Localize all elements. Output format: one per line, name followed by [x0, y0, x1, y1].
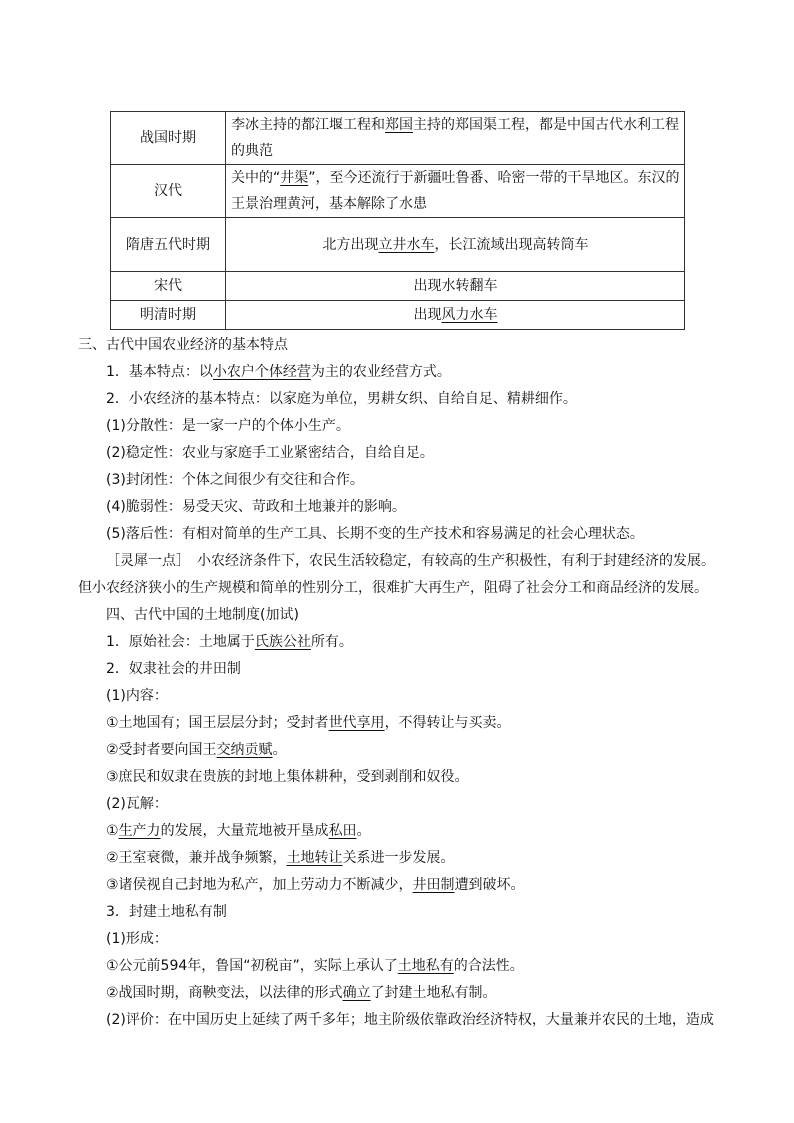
text-line: ③庶民和奴隶在贵族的封地上集体耕种，受到剥削和奴役。: [106, 769, 469, 785]
table-row: [111, 165, 685, 218]
period-cell: 明清时期: [111, 301, 226, 330]
desc-cell: 关中的“井渠”，至今还流行于新疆吐鲁番、哈密一带的干旱地区。东汉的王景治理黄河，基本解除了水患: [226, 165, 685, 218]
section-heading: 三、古代中国农业经济的基本特点: [78, 337, 288, 353]
table-row: [111, 218, 685, 272]
text-line: (2)稳定性：农业与家庭手工业紧密结合，自给自足。: [106, 445, 434, 461]
table-row: [111, 272, 685, 301]
text-line: ①公元前594年，鲁国“初税亩”，实际上承认了土地私有的合法性。: [106, 958, 524, 974]
text-line: (5)落后性：有相对简单的生产工具、长期不变的生产技术和容易满足的社会心理状态。: [106, 526, 644, 542]
text-line: ①土地国有；国王层层分封；受封者世代享用，不得转让与买卖。: [106, 715, 511, 731]
text-line: (2)评价：在中国历史上延续了两千多年；地主阶级依靠政治经济特权，大量兼并农民的土地，造成: [106, 1012, 714, 1028]
text-line: 3．封建土地私有制: [106, 904, 227, 920]
text-line: 1．基本特点：以小农户个体经营为主的农业经营方式。: [106, 364, 451, 380]
text-line: ③诸侯视自己封地为私产，加上劳动力不断减少，井田制遭到破坏。: [106, 877, 525, 893]
desc-cell: 北方出现立井水车，长江流域出现高转筒车: [226, 218, 685, 272]
desc-cell: 李冰主持的都江堰工程和郑国主持的郑国渠工程，都是中国古代水利工程的典范: [226, 112, 685, 165]
text-line: 2．小农经济的基本特点：以家庭为单位，男耕女织、自给自足、精耕细作。: [106, 391, 577, 407]
text-line: 1．原始社会：土地属于氏族公社所有。: [106, 634, 353, 650]
section-heading: 四、古代中国的土地制度(加试): [106, 607, 299, 623]
period-cell: 隋唐五代时期: [111, 218, 226, 272]
period-cell: 宋代: [111, 272, 226, 301]
text-line: (1)形成：: [106, 931, 168, 947]
text-line: (3)封闭性：个体之间很少有交往和合作。: [106, 472, 364, 488]
text-line: ②战国时期，商鞅变法，以法律的形式确立了封建土地私有制。: [106, 985, 497, 1001]
desc-cell: 出现水转翻车: [226, 272, 685, 301]
table-row: [111, 112, 685, 165]
text-line: ②王室衰微，兼并战争频繁，土地转让关系进一步发展。: [106, 850, 455, 866]
text-line: (1)分散性：是一家一户的个体小生产。: [106, 418, 350, 434]
text-line: ②受封者要向国王交纳贡赋。: [106, 742, 287, 758]
period-cell: 汉代: [111, 165, 226, 218]
text-line: (4)脆弱性：易受天灾、苛政和土地兼并的影响。: [106, 499, 406, 515]
text-line: (2)瓦解：: [106, 796, 168, 812]
table-row: [111, 301, 685, 330]
period-cell: 战国时期: [111, 112, 226, 165]
insight-paragraph: ［灵犀一点］ 小农经济条件下，农民生活较稳定，有较高的生产积极性，有利于封建经济的发展。但小农经济狭小的生产规模和简单的性别分工，很难扩大再生产，阻碍了社会分工和商品经济的发展。: [78, 553, 715, 596]
text-line: (1)内容：: [106, 688, 168, 704]
history-table: [110, 111, 685, 330]
text-line: 2．奴隶社会的井田制: [106, 661, 241, 677]
document-body: [78, 332, 718, 1034]
text-line: ①生产力的发展，大量荒地被开垦成私田。: [106, 823, 371, 839]
desc-cell: 出现风力水车: [226, 301, 685, 330]
